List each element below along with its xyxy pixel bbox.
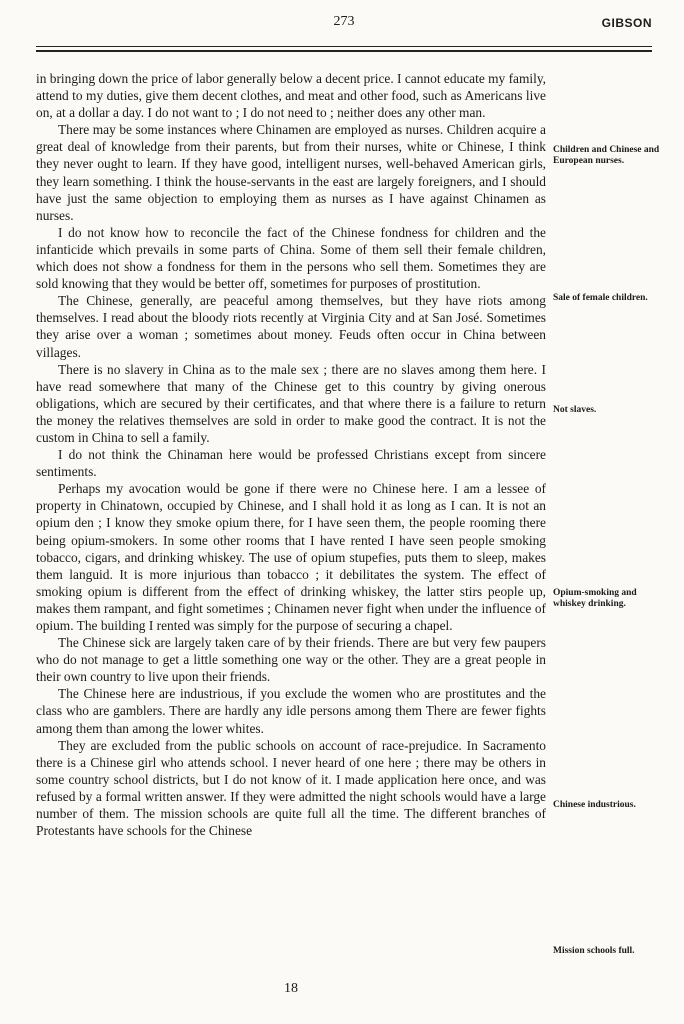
running-head: GIBSON — [601, 16, 652, 30]
paragraph: There is no slavery in China as to the male sex ; there are no slaves among them here. I have read somewhere that many of the Chinese get to this country by giving onerous obligations, which are secured by their certificates, and that where there is a failure to return the money the relatives themselves are sold in order to make good the contract. It is not the custom in China to sell a family. — [36, 361, 546, 445]
paragraph: The Chinese sick are largely taken care of by their friends. There are but very few paupers who do not manage to get a little something one way or the other. They are a great people in their own country to live upon their friends. — [36, 635, 546, 685]
header-rule-thick — [36, 50, 652, 52]
paragraph: The Chinese here are industrious, if you exclude the women who are prostitutes and the class who are gamblers. There are hardly any idle persons among them There are fewer fights among them than among the lower whites. — [36, 686, 546, 736]
paragraph: I do not know how to reconcile the fact of the Chinese fondness for children and the infanticide which prevails in some parts of China. Some of them sell their female children, which does not show a fondness for them in the persons who sell them. Sometimes they are sold knowing that they would be better off, sometimes for purposes of prostitution. — [36, 224, 546, 292]
header-rule-thin — [36, 46, 652, 47]
page-number: 273 — [333, 14, 355, 29]
body-text — [36, 70, 546, 839]
signature-number: 18 — [284, 981, 298, 996]
paragraph: They are excluded from the public schools on account of race-prejudice. In Sacramento there is a Chinese girl who attends school. I never heard of one here ; there may be others in some country school districts, but I do not know of it. I made application here once, and was refused by a formal written answer. If they were admitted the night schools would have a large number of them. The mission schools are quite full all the time. The different branches of Protestants have schools for the Chinese — [36, 737, 546, 839]
side-note-opium: Opium-smoking and whiskey drinking. — [553, 588, 637, 609]
paragraph: in bringing down the price of labor generally below a decent price. I cannot educate my family, attend to my duties, give them decent clothes, and meat and other food, such as Americans live on, at a dollar a day. I do not want to ; I do not need to ; neither does any other man. — [36, 71, 547, 121]
side-note-industrious: Chinese industrious. — [553, 800, 636, 810]
side-note-nurses: Children and Chinese and European nurses. — [553, 145, 660, 166]
page-header — [36, 14, 652, 38]
paragraph: Perhaps my avocation would be gone if there were no Chinese here. I am a lessee of property in Chinatown, occupied by Chinese, and I shall hold it as long as I can. It is not an opium den ; I know they smoke opium there, for I have seen them, the people rooming there being opium-smokers. In some other rooms that I have rented I have seen people smoking tobacco, cigars, and drinking whiskey. The use of opium stupefies, puts them to sleep, makes them languid. It is more injurious than tobacco ; it debilitates the system. The effect of smoking opium is different from the effect of drinking whiskey, the latter stirs people up, makes them rampant, and fight sometimes ; Chinamen never fight when under the influence of opium. The building I rented was simply for the purpose of securing a chapel. — [36, 481, 546, 633]
paragraph: I do not think the Chinaman here would be professed Christians except from sincere sentiments. — [36, 447, 546, 480]
paragraph: The Chinese, generally, are peaceful among themselves, but they have riots among themselves. I read about the bloody riots recently at Virginia City and at San José. Sometimes they arise over a woman ; sometimes about money. Feuds often occur in China between villages. — [36, 293, 546, 360]
side-note-mission-schools: Mission schools full. — [553, 946, 635, 956]
paragraph: There may be some instances where Chinamen are employed as nurses. Children acquire a great deal of knowledge from their parents, but from their nurses, white or Chinese, I think they never ought to learn. If they have good, intelligent nurses, well-behaved American girls, they learn something. I think the house-servants in the east are largely foreigners, and I should have just the same objection to employing them as nurses as I have against Chinamen as nurses. — [36, 122, 546, 223]
side-note-not-slaves: Not slaves. — [553, 405, 597, 415]
side-note-female-children: Sale of female children. — [553, 293, 648, 303]
